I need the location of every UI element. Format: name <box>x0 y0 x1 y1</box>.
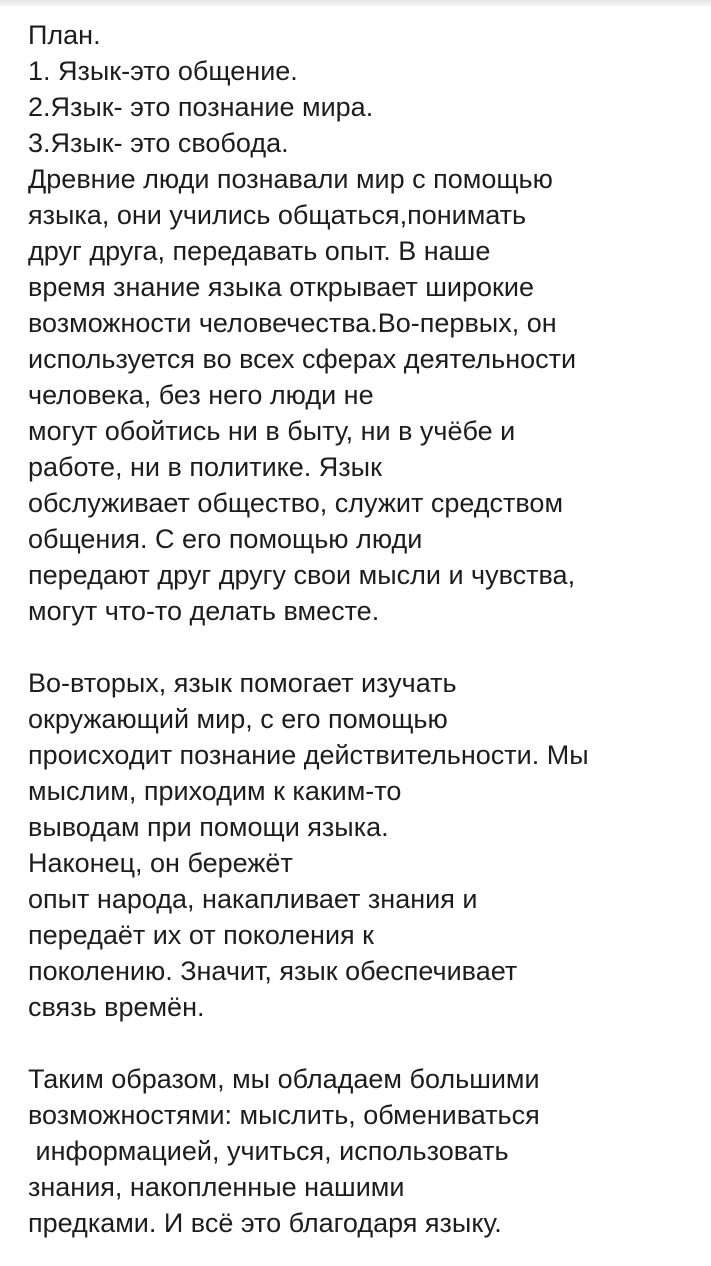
top-edge-bar <box>0 0 711 6</box>
text-line: Во-вторых, язык помогает изучать <box>28 668 457 698</box>
plan-title: План. <box>28 20 101 50</box>
text-line: возможностями: мыслить, обмениваться <box>28 1100 540 1130</box>
text-line: опыт народа, накапливает знания и <box>28 884 478 914</box>
paragraph-gap <box>28 629 711 665</box>
text-line: обслуживает общество, служит средством <box>28 488 564 518</box>
text-line: передают друг другу свои мысли и чувства, <box>28 560 576 590</box>
plan-item-3: 3.Язык- это свобода. <box>28 128 289 158</box>
text-line: время знание языка открывает широкие <box>28 272 534 302</box>
text-line: работе, ни в политике. Язык <box>28 452 382 482</box>
text-line: человека, без него люди не <box>28 380 374 410</box>
text-line: используется во всех сферах деятельности <box>28 344 577 374</box>
text-line: передаёт их от поколения к <box>28 920 374 950</box>
text-line: знания, накопленные нашими <box>28 1172 405 1202</box>
text-line: предками. И всё это благодаря языку. <box>28 1208 502 1238</box>
text-line: друг друга, передавать опыт. В наше <box>28 236 491 266</box>
plan-item-2: 2.Язык- это познание мира. <box>28 92 374 122</box>
paragraph-1 <box>28 161 711 629</box>
text-line: Таким образом, мы обладаем большими <box>28 1064 540 1094</box>
paragraph-3 <box>28 1061 711 1241</box>
paragraph-2 <box>28 665 711 1025</box>
paragraph-gap <box>28 1025 711 1061</box>
text-line: Древние люди познавали мир с помощью <box>28 164 553 194</box>
essay-text <box>28 17 711 1241</box>
text-line: могут обойтись ни в быту, ни в учёбе и <box>28 416 516 446</box>
text-line: общения. С его помощью люди <box>28 524 423 554</box>
text-line: информацией, учиться, использовать <box>28 1136 509 1166</box>
text-line: поколению. Значит, язык обеспечивает <box>28 956 518 986</box>
text-line: происходит познание действительности. Мы <box>28 740 589 770</box>
text-line: возможности человечества.Во-первых, он <box>28 308 557 338</box>
text-line: Наконец, он бережёт <box>28 848 293 878</box>
text-line: мыслим, приходим к каким-то <box>28 776 402 806</box>
text-line: могут что-то делать вместе. <box>28 596 380 626</box>
text-line: связь времён. <box>28 992 205 1022</box>
text-line: выводам при помощи языка. <box>28 812 389 842</box>
text-line: окружающий мир, с его помощью <box>28 704 448 734</box>
text-line: языка, они учились общаться,понимать <box>28 200 527 230</box>
plan-item-1: 1. Язык-это общение. <box>28 56 298 86</box>
